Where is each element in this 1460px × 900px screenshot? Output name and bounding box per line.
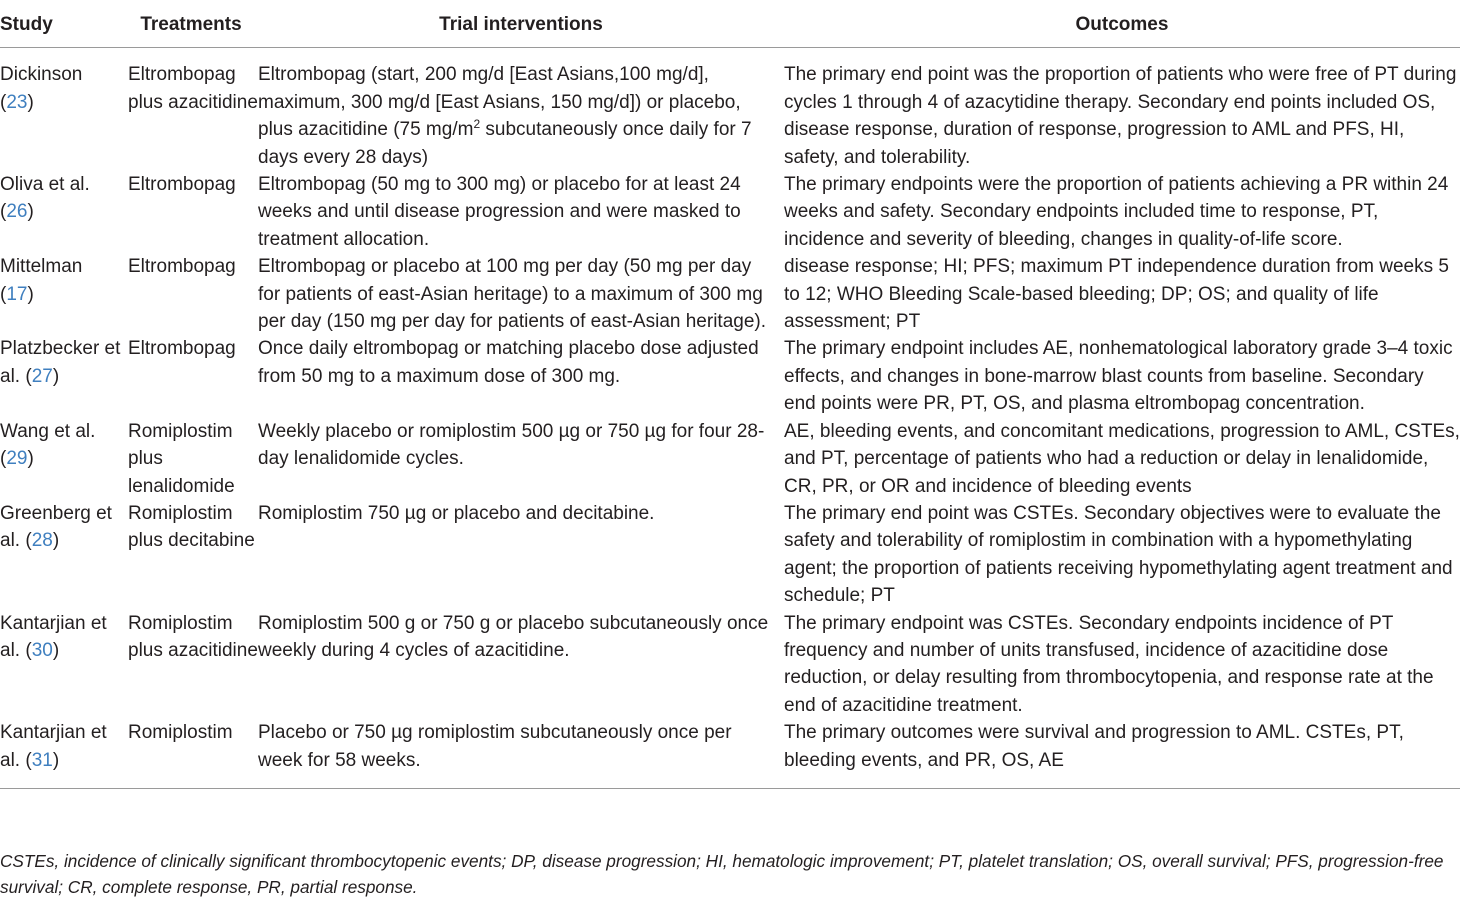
study-cell [0, 48, 124, 171]
table-row [0, 171, 1460, 253]
study-name: Kantarjian et al. [0, 722, 107, 771]
reference-link[interactable]: 17 [6, 283, 28, 305]
study-name: Dickinson [0, 64, 83, 86]
study-cell [0, 253, 124, 335]
ref-bracket-open: ( [25, 749, 32, 771]
ref-bracket-close: ) [27, 283, 34, 305]
study-cell [0, 418, 124, 500]
study-name: Oliva et al. [0, 174, 90, 196]
ref-bracket-close: ) [52, 365, 60, 387]
outcomes-cell: The primary endpoint was CSTEs. Secondary endpoints incidence of PT frequency and number of units transfused, incidence of azacitidine dose reduction, or delay resulting from thrombocytopenia, and response rate at the end of azacitidine treatment. [784, 612, 1434, 716]
header-study: Study [0, 8, 124, 48]
table-row [0, 610, 1460, 720]
ref-bracket-close: ) [27, 91, 34, 113]
study-name: Platzbecker et al. [0, 338, 121, 387]
study-cell [0, 610, 124, 720]
table-row [0, 253, 1460, 335]
study-cell [0, 171, 124, 253]
interventions-cell: Weekly placebo or romiplostim 500 µg or 750 µg for four 28-day lenalidomide cycles. [258, 420, 765, 470]
study-name: Mittelman [0, 256, 83, 278]
interventions-cell: Romiplostim 750 µg or placebo and decitabine. [258, 502, 655, 524]
ref-bracket-open: ( [25, 530, 32, 552]
outcomes-cell: The primary endpoints were the proportion of patients achieving a PR within 24 weeks and safety. Secondary endpoints included time to response, PT, incidence and severity of bleeding, changes in quality-of-life score. [784, 174, 1449, 250]
reference-link[interactable]: 23 [6, 91, 28, 113]
treatments-cell: Eltrombopag [128, 338, 236, 360]
ref-bracket-open: ( [0, 448, 7, 470]
study-cell [0, 335, 124, 417]
reference-link[interactable]: 26 [6, 201, 28, 223]
treatments-cell: Romiplostim plus azacitidine [128, 612, 258, 661]
table-row [0, 48, 1460, 171]
reference-link[interactable]: 31 [31, 749, 53, 771]
table-row [0, 500, 1460, 610]
reference-link[interactable]: 29 [6, 448, 28, 470]
treatments-cell: Eltrombopag [128, 174, 236, 196]
ref-bracket-open: ( [0, 91, 7, 113]
header-outcomes: Outcomes [784, 8, 1460, 48]
treatments-cell: Romiplostim [124, 719, 258, 788]
treatments-cell: Romiplostim plus decitabine [128, 502, 255, 552]
study-name: Greenberg et al. [0, 502, 112, 552]
interventions-cell: Eltrombopag or placebo at 100 mg per day (50 mg per day for patients of east-Asian heritage) to a maximum of 300 mg per day (150 mg per day for patients of east-Asian heritage). [258, 256, 766, 333]
study-cell [0, 719, 124, 788]
study-name: Wang et al. [0, 420, 96, 442]
study-name: Kantarjian et al. [0, 612, 107, 661]
interventions-cell: Eltrombopag (50 mg to 300 mg) or placebo for at least 24 weeks and until disease progression and were masked to treatment allocation. [258, 174, 741, 250]
trials-table [0, 8, 1460, 789]
reference-link[interactable]: 30 [31, 639, 53, 661]
ref-bracket-open: ( [0, 283, 7, 305]
treatments-cell: Eltrombopag [128, 256, 236, 278]
ref-bracket-close: ) [52, 639, 60, 661]
outcomes-cell: disease response; HI; PFS; maximum PT independence duration from weeks 5 to 12; WHO Bleeding Scale-based bleeding; DP; OS; and quality of life assessment; PT [784, 256, 1449, 333]
outcomes-cell: The primary endpoint includes AE, nonhematological laboratory grade 3–4 toxic effects, and changes in bone-marrow blast counts from baseline. Secondary end points were PR, PT, OS, and plasma eltrombopag concentration. [784, 338, 1453, 415]
header-treatments: Treatments [124, 8, 258, 48]
outcomes-cell: The primary end point was the proportion of patients who were free of PT during cycles 1 through 4 of azacytidine therapy. Secondary end points included OS, disease response, duration of response, progression to AML and PFS, HI, safety, and tolerability. [784, 64, 1457, 168]
outcomes-cell: The primary outcomes were survival and progression to AML. CSTEs, PT, bleeding events, and PR, OS, AE [784, 719, 1460, 788]
header-interventions: Trial interventions [258, 8, 784, 48]
ref-bracket-close: ) [52, 530, 60, 552]
ref-bracket-close: ) [27, 201, 34, 223]
reference-link[interactable]: 28 [31, 530, 53, 552]
reference-link[interactable]: 27 [31, 365, 53, 387]
interventions-cell: Romiplostim 500 g or 750 g or placebo subcutaneously once weekly during 4 cycles of azacitidine. [258, 612, 769, 661]
interventions-cell: Once daily eltrombopag or matching placebo dose adjusted from 50 mg to a maximum dose of 300 mg. [258, 338, 759, 387]
ref-bracket-open: ( [0, 201, 7, 223]
study-cell [0, 500, 124, 610]
ref-bracket-open: ( [25, 365, 32, 387]
table-row [0, 418, 1460, 500]
interventions-cell [258, 48, 784, 171]
ref-bracket-close: ) [52, 749, 60, 771]
interventions-text: Eltrombopag (start, 200 mg/d [East Asians,100 mg/d], maximum, 300 mg/d [East Asians, 150 mg/d]) or placebo, plus azacitidine (75 mg/m [258, 64, 741, 141]
table-row [0, 719, 1460, 788]
table-footnote: CSTEs, incidence of clinically significant thrombocytopenic events; DP, disease progression; HI, hematologic improvement; PT, platelet translation; OS, overall survival; PFS, progression-free survival; CR, complete response, PR, partial response. [0, 851, 1444, 897]
treatments-cell: Eltrombopag plus azacitidine [128, 64, 258, 113]
superscript: 2 [473, 117, 481, 132]
table-header-row [0, 8, 1460, 48]
interventions-text-cont: subcutaneously once daily for 7 days every 28 days) [258, 119, 752, 168]
ref-bracket-open: ( [25, 639, 32, 661]
interventions-cell: Placebo or 750 µg romiplostim subcutaneously once per week for 58 weeks. [258, 719, 784, 788]
treatments-cell: Romiplostim plus lenalidomide [128, 420, 235, 497]
outcomes-cell: AE, bleeding events, and concomitant medications, progression to AML, CSTEs, and PT, percentage of patients who had a reduction or delay in lenalidomide, CR, PR, or OR and incidence of bleeding events [784, 420, 1460, 497]
ref-bracket-close: ) [27, 448, 34, 470]
outcomes-cell: The primary end point was CSTEs. Secondary objectives were to evaluate the safety and tolerability of romiplostim in combination with a hypomethylating agent; the proportion of patients receiving hypomethylating agent treatment and schedule; PT [784, 502, 1453, 607]
table-row [0, 335, 1460, 417]
